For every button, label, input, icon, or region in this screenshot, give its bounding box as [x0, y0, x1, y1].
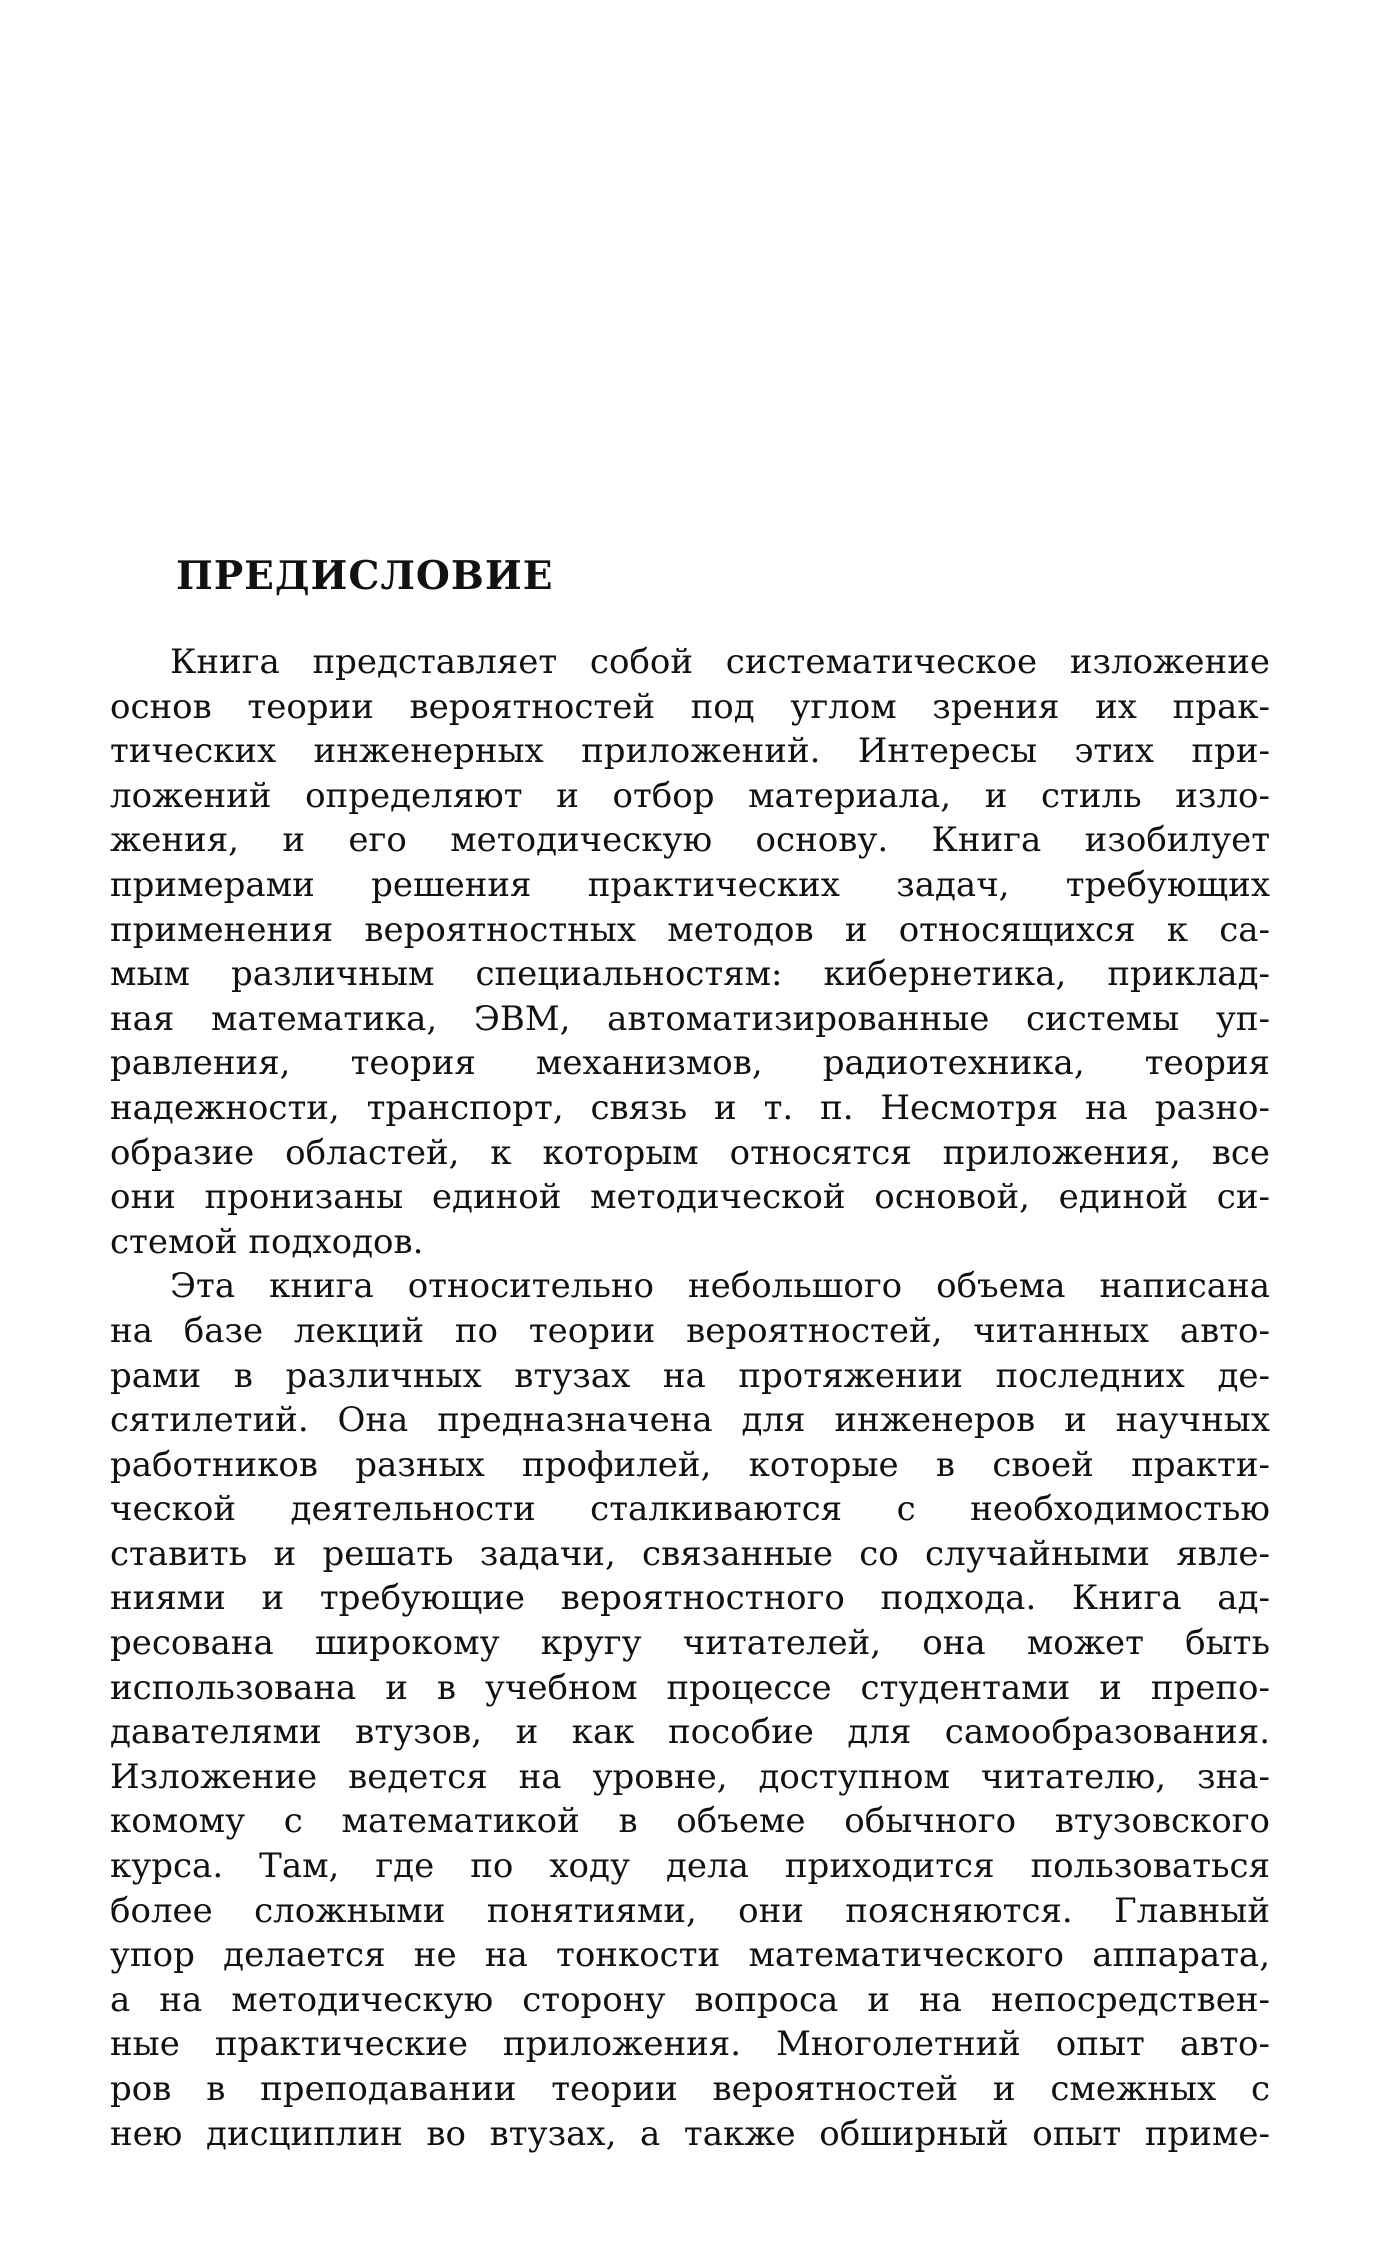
text-line: жения, и его методическую основу. Книга изобилует [110, 820, 1270, 861]
page-title: ПРЕДИСЛОВИЕ [176, 553, 554, 599]
text-line: примерами решения практических задач, требующих [110, 864, 1270, 905]
text-line: ческой деятельности сталкиваются с необходимостью [110, 1489, 1270, 1530]
text-line: рами в различных втузах на протяжении последних де- [110, 1355, 1270, 1396]
text-line: на базе лекций по теории вероятностей, читанных авто- [110, 1310, 1270, 1351]
text-line: образие областей, к которым относятся приложения, все [110, 1132, 1270, 1173]
text-line: курса. Там, где по ходу дела приходится пользоваться [110, 1846, 1270, 1887]
text-line: давателями втузов, и как пособие для самообразования. [110, 1712, 1270, 1753]
text-line: применения вероятностных методов и относящихся к са- [110, 909, 1270, 950]
text-line: ставить и решать задачи, связанные со случайными явле- [110, 1533, 1270, 1574]
text-line: сятилетий. Она предназначена для инженеров и научных [110, 1400, 1270, 1441]
text-line: они пронизаны единой методической основой, единой си- [110, 1177, 1270, 1218]
text-line: ные практические приложения. Многолетний опыт авто- [110, 2024, 1270, 2065]
text-line: Изложение ведется на уровне, доступном читателю, зна- [110, 1756, 1270, 1797]
text-line: нею дисциплин во втузах, а также обширный опыт приме- [110, 2113, 1270, 2154]
text-line: ниями и требующие вероятностного подхода. Книга ад- [110, 1578, 1270, 1619]
text-line: стемой подходов. [110, 1221, 424, 1262]
text-line: более сложными понятиями, они поясняются. Главный [110, 1890, 1270, 1931]
text-line: ложений определяют и отбор материала, и стиль изло- [110, 775, 1270, 816]
text-line: равления, теория механизмов, радиотехника, теория [110, 1043, 1270, 1084]
text-line: упор делается не на тонкости математического аппарата, [110, 1935, 1270, 1976]
text-line: ная математика, ЭВМ, автоматизированные системы уп- [110, 998, 1270, 1039]
text-line: основ теории вероятностей под углом зрения их прак- [110, 686, 1270, 727]
text-line: комому с математикой в объеме обычного втузовского [110, 1801, 1270, 1842]
text-line: а на методическую сторону вопроса и на непосредствен- [110, 1979, 1270, 2020]
text-line: Эта книга относительно небольшого объема написана [170, 1266, 1270, 1307]
text-line: надежности, транспорт, связь и т. п. Несмотря на разно- [110, 1087, 1270, 1128]
text-line: работников разных профилей, которые в своей практи- [110, 1444, 1270, 1485]
text-line: мым различным специальностям: кибернетика, приклад- [110, 954, 1270, 995]
text-line: использована и в учебном процессе студентами и препо- [110, 1667, 1270, 1708]
text-line: ров в преподавании теории вероятностей и смежных с [110, 2069, 1270, 2109]
text-line: тических инженерных приложений. Интересы этих при- [110, 731, 1270, 772]
preface-body [110, 640, 1270, 2156]
text-line: ресована широкому кругу читателей, она может быть [110, 1623, 1270, 1664]
text-line: Книга представляет собой систематическое изложение [170, 642, 1270, 682]
